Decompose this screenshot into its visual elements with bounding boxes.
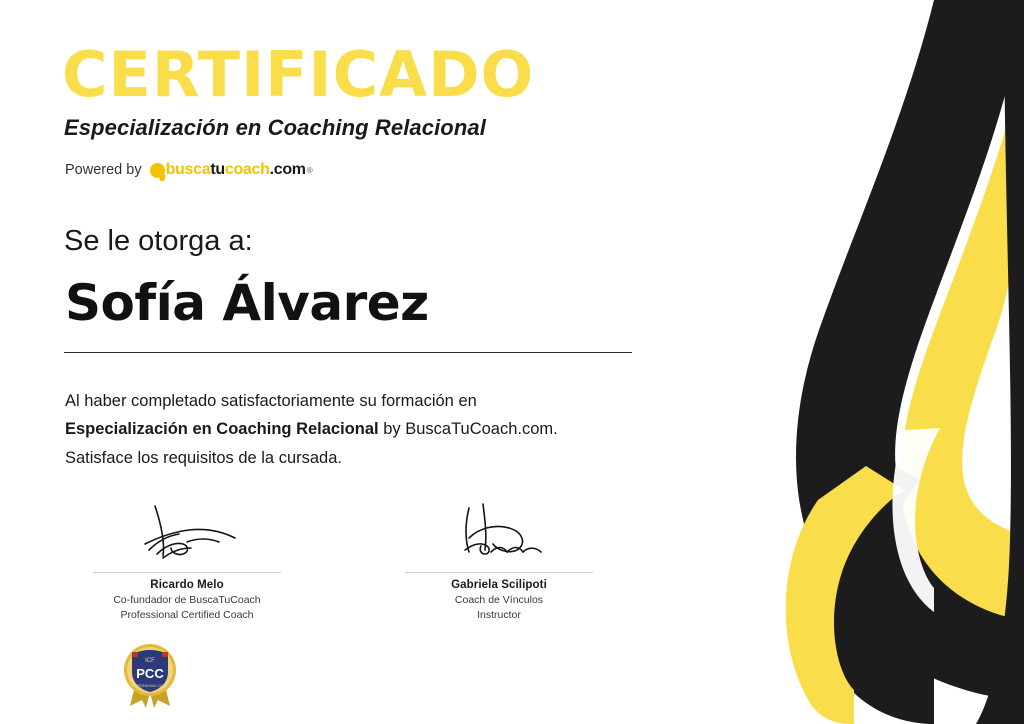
brand-part-com: .com: [269, 161, 306, 179]
brand-part-tu: tu: [210, 161, 225, 179]
signature-role: [374, 593, 624, 622]
powered-by-label: Powered by: [65, 162, 142, 179]
signature-name: Ricardo Melo: [150, 579, 224, 591]
page-title: CERTIFICADO: [62, 38, 535, 111]
signature-divider: [93, 572, 281, 573]
brand-part-busca: busca: [165, 161, 211, 179]
pcc-credential-seal-icon: [112, 638, 188, 708]
body-line-1: Al haber completado satisfactoriamente su formación en: [65, 392, 477, 411]
registered-mark-icon: ®: [306, 165, 313, 175]
signature-role: [62, 593, 312, 622]
handwritten-signature-icon: [374, 492, 624, 568]
handwritten-signature-icon: [62, 492, 312, 568]
body-line-2-rest: by BuscaTuCoach.com.: [378, 420, 558, 439]
signature-role-line-2: Professional Certified Coach: [120, 608, 254, 621]
signature-name: Gabriela Scilipoti: [451, 579, 547, 591]
signature-role-line-2: Instructor: [477, 608, 521, 621]
signature-block-gabriela-scilipoti: [374, 492, 624, 622]
signature-role-line-1: Coach de Vínculos: [454, 594, 544, 606]
svg-text:PROFESSIONAL COACH: PROFESSIONAL COACH: [130, 684, 170, 688]
body-line-2-bold: Especialización en Coaching Relacional: [65, 420, 379, 439]
q-circle-logo-icon: [150, 163, 165, 178]
name-underline-divider: [64, 352, 632, 353]
signature-role-line-1: Co-fundador de BuscaTuCoach: [113, 594, 261, 606]
certificate-content: [62, 0, 682, 724]
recipient-name: Sofía Álvarez: [65, 274, 429, 333]
certificate-subtitle: Especialización en Coaching Relacional: [64, 115, 486, 141]
awarded-to-label: Se le otorga a:: [64, 225, 253, 258]
buscatucoach-logo: [150, 161, 313, 179]
brand-part-coach: coach: [224, 161, 270, 179]
svg-text:PCC: PCC: [136, 666, 164, 681]
certificate-body: [65, 387, 625, 472]
powered-by-row: [65, 159, 682, 181]
signature-divider: [405, 572, 593, 573]
signature-block-ricardo-melo: [62, 492, 312, 622]
svg-text:ICF: ICF: [145, 658, 155, 664]
body-line-3: Satisface los requisitos de la cursada.: [65, 448, 342, 467]
signature-area: [62, 492, 624, 622]
